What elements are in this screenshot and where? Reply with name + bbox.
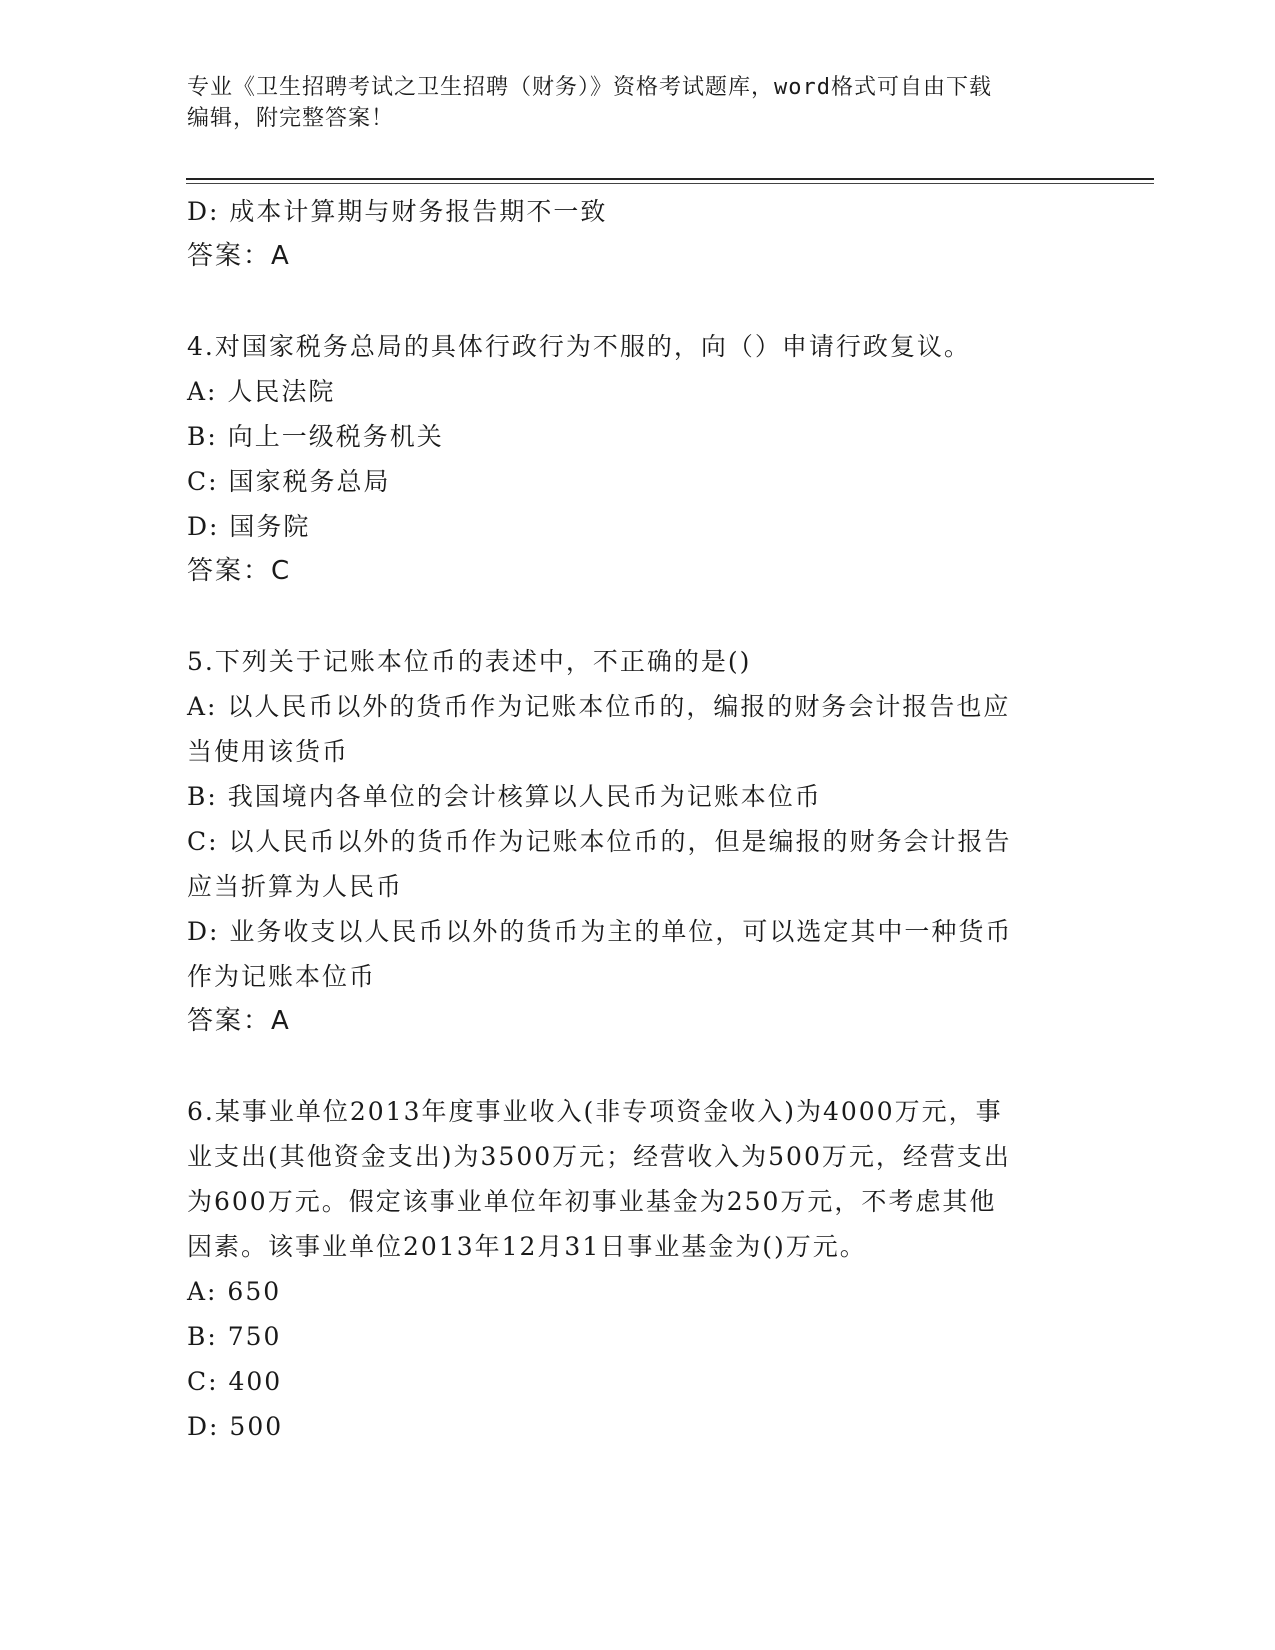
question-list bbox=[187, 189, 1067, 1449]
option-a-line-2: 当使用该货币 bbox=[187, 737, 350, 766]
option-b: B: 向上一级税务机关 bbox=[187, 422, 444, 451]
spacer bbox=[187, 279, 1067, 324]
question-stem: 5.下列关于记账本位币的表述中，不正确的是() bbox=[187, 647, 752, 676]
question-stem-line-2: 业支出(其他资金支出)为3500万元；经营收入为500万元，经营支出 bbox=[187, 1142, 1011, 1171]
option-c-line-2: 应当折算为人民币 bbox=[187, 872, 404, 901]
question-stem-line-4: 因素。该事业单位2013年12月31日事业基金为()万元。 bbox=[187, 1232, 867, 1261]
document-header bbox=[187, 72, 1067, 134]
option-d-line-2: 作为记账本位币 bbox=[187, 962, 377, 991]
question-stem-line-1: 6.某事业单位2013年度事业收入(非专项资金收入)为4000万元，事 bbox=[187, 1097, 1003, 1126]
spacer bbox=[187, 1044, 1067, 1089]
option-d: D: 国务院 bbox=[187, 512, 311, 541]
question-3-tail bbox=[187, 189, 1067, 279]
header-divider-thin bbox=[186, 183, 1154, 184]
header-line-1: 专业《卫生招聘考试之卫生招聘（财务）》资格考试题库，word格式可自由下载 bbox=[187, 75, 992, 100]
header-divider-thick bbox=[186, 178, 1154, 180]
spacer bbox=[187, 594, 1067, 639]
question-4 bbox=[187, 324, 1067, 594]
answer-label: 答案：A bbox=[187, 1006, 291, 1036]
option-d: D: 成本计算期与财务报告期不一致 bbox=[187, 197, 608, 226]
option-c: C: 国家税务总局 bbox=[187, 467, 391, 496]
answer-label: 答案：C bbox=[187, 556, 292, 586]
answer-label: 答案：A bbox=[187, 241, 291, 271]
option-a: A: 人民法院 bbox=[187, 377, 336, 406]
option-b: B: 750 bbox=[187, 1322, 282, 1351]
option-c: C: 400 bbox=[187, 1367, 283, 1396]
question-5 bbox=[187, 639, 1067, 1044]
header-line-2: 编辑，附完整答案！ bbox=[187, 106, 395, 131]
question-stem-line-3: 为600万元。假定该事业单位年初事业基金为250万元，不考虑其他 bbox=[187, 1187, 997, 1216]
option-d-line-1: D: 业务收支以人民币以外的货币为主的单位，可以选定其中一种货币 bbox=[187, 917, 1013, 946]
option-a-line-1: A: 以人民币以外的货币作为记账本位币的，编报的财务会计报告也应 bbox=[187, 692, 1011, 721]
question-6 bbox=[187, 1089, 1067, 1449]
option-c-line-1: C: 以人民币以外的货币作为记账本位币的，但是编报的财务会计报告 bbox=[187, 827, 1012, 856]
question-stem: 4.对国家税务总局的具体行政行为不服的，向（）申请行政复议。 bbox=[187, 332, 971, 361]
option-d: D: 500 bbox=[187, 1412, 284, 1441]
option-b: B: 我国境内各单位的会计核算以人民币为记账本位币 bbox=[187, 782, 822, 811]
option-a: A: 650 bbox=[187, 1277, 282, 1306]
